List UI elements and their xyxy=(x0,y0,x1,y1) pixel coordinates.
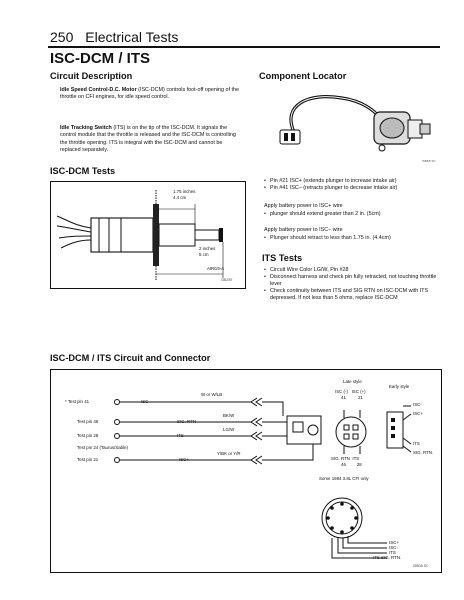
circuit-figure xyxy=(50,369,442,573)
isc-motor-drawing xyxy=(51,182,245,288)
dimension-1-line1: 1.75 inches xyxy=(173,189,196,194)
page-title: ISC-DCM / ITS xyxy=(50,50,150,67)
test-pin-41-signal: ISC- xyxy=(141,399,150,404)
cfi-label-its: ITS xyxy=(389,550,396,555)
pin-item-21: • Pin #21 ISC+ (extends plunger to increase intake air) xyxy=(264,178,444,185)
test-pin-28-wire: LG/W xyxy=(223,427,235,432)
late-style-top-labels: ISC (-) ISC (+) xyxy=(335,389,366,394)
para2-rest: (ITS) is on the tip of the ISC-DCM. It signals the control module that the throttle is released and the ISC-DCM is controlling the throttle opening. ITS is integral with the ISC-DCM and cannot be replaced separately. xyxy=(60,125,236,154)
dimension-2-line1: 2 inches xyxy=(199,246,216,251)
circuit-wiring-drawing xyxy=(51,370,441,572)
test1-list xyxy=(264,211,444,218)
test-pin-41-wire: W or W/LB xyxy=(201,392,223,397)
figure-id: A9919-A xyxy=(207,266,225,271)
circuit-description-para2 xyxy=(60,125,244,155)
para2-bold: Idle Tracking Switch xyxy=(60,125,112,131)
page-number: 250 xyxy=(50,29,74,45)
test-pin-46-wire: BK/W xyxy=(223,413,235,418)
cfi-caption: Some 1984 3.8L CFI only xyxy=(319,476,369,481)
circuit-description-para1 xyxy=(60,87,244,102)
para1-rest: (ISC-DCM) controls foot-off opening of the throttle on CFI engines, for idle speed control. xyxy=(60,87,240,101)
isc-dimension-figure xyxy=(50,181,246,289)
isc-fig-code: I3B2/5T xyxy=(221,278,233,282)
test-pin-21-wire: Y/BK or Y/R xyxy=(217,451,241,456)
its-item-2: • Disconnect harness and check pin fully retracted, not touching throttle lever xyxy=(264,274,442,288)
test-pin-41-label: * Test pin 41 xyxy=(65,399,90,404)
its-item-3: • Check continuity between ITS and SIG RTN on ISC-DCM with ITS depressed. If not less than 5 ohms, replace ISC-DCM xyxy=(264,288,442,302)
its-tests-list xyxy=(264,267,442,302)
dimension-1-line2: 4.4 cm xyxy=(173,195,187,200)
page-header xyxy=(50,29,438,45)
test2-bullet: • Plunger should retract to less than 1.75 in. (4.4cm) xyxy=(264,235,444,242)
test-pin-46-signal: SIG. RTN xyxy=(177,419,196,424)
component-locator-heading: Component Locator xyxy=(259,71,347,81)
test2-list xyxy=(264,235,444,242)
late-style-top-nums: 41 21 xyxy=(341,395,363,400)
header-rule xyxy=(48,46,440,48)
test-pin-46-label: Test pin 46 xyxy=(77,419,99,424)
test-pin-28-label: Test pin 28 xyxy=(77,433,99,438)
cfi-label-isc-minus: ISC- xyxy=(389,545,398,550)
early-label-isc-minus: ISC- xyxy=(413,402,422,407)
locator-fig-code: ISBD5 SC xyxy=(422,159,436,163)
its-item-1: • Circuit Wire Color LG/W, Pin #28 xyxy=(264,267,442,274)
test1-bullet: • plunger should extend greater than 2 in. (5cm) xyxy=(264,211,444,218)
late-style-bottom-labels: SIG. RTN ITS xyxy=(331,456,360,461)
late-style-bottom-nums: 46 28 xyxy=(341,462,362,467)
para1-bold: Idle Speed Control-D.C. Motor xyxy=(60,87,137,93)
test-pin-21-signal: ISC+ xyxy=(179,457,189,462)
test1-lead: Apply battery power to ISC+ wire xyxy=(264,203,343,209)
early-label-its: ITS xyxy=(413,441,420,446)
its-tests-heading: ITS Tests xyxy=(262,253,303,263)
test-pin-24-label: Test pin 24 (Taurus/Sable) xyxy=(77,445,129,450)
component-locator-figure xyxy=(262,84,442,164)
early-style-label: Early style xyxy=(389,384,410,389)
cfi-label-isc-plus: ISC+ xyxy=(389,540,399,545)
test-pin-28-signal: ITS xyxy=(177,433,184,438)
cfi-label-its-sig-rtn: ITS SIG. RTN. xyxy=(373,555,402,560)
circuit-description-heading: Circuit Description xyxy=(50,71,133,81)
circuit-heading: ISC-DCM / ITS Circuit and Connector xyxy=(50,353,211,363)
test-pin-21-label: Test pin 21 xyxy=(77,457,99,462)
isc-tests-heading: ISC-DCM Tests xyxy=(50,166,116,176)
pin-item-41: • Pin #41 ISC– (retracts plunger to decrease intake air) xyxy=(264,185,444,192)
late-style-label: Late style xyxy=(343,379,362,384)
circuit-fig-code: ISBD5 SC xyxy=(413,564,429,568)
test2-lead: Apply battery power to ISC– wire xyxy=(264,227,343,233)
dimension-2-line2: 5 cm xyxy=(199,252,209,257)
early-label-isc-plus: ISC+ xyxy=(413,411,423,416)
pin-list xyxy=(264,178,444,192)
early-label-sig-rtn: SIG. RTN. xyxy=(413,450,434,455)
section-title: Electrical Tests xyxy=(85,29,179,45)
